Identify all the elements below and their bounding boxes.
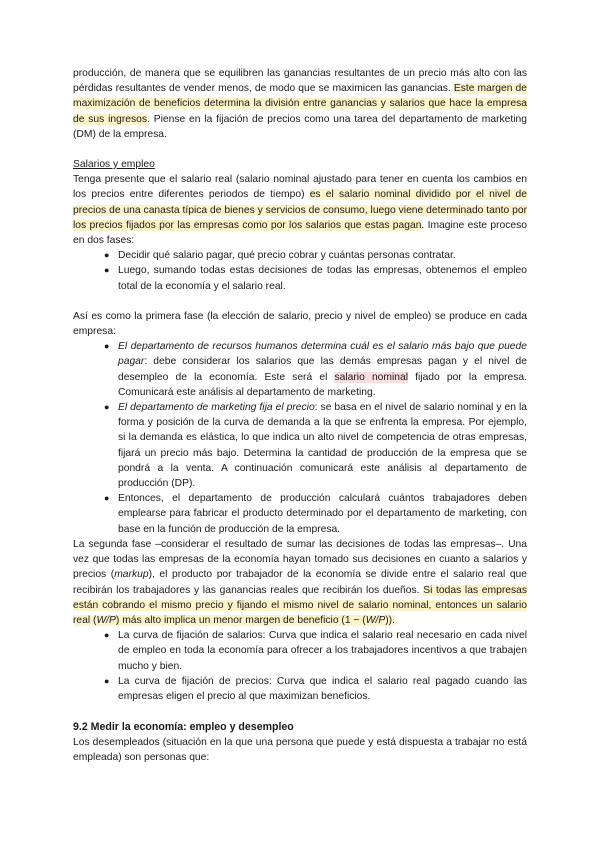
highlighted-text: salario nominal	[334, 371, 409, 383]
list-item: ● La curva de fijación de precios: Curva que indica el salario real pagado cuando las empresas eligen el precio al que maximizan beneficios.	[104, 675, 527, 702]
bullet-icon: ●	[104, 341, 110, 352]
list-item: ● La curva de fijación de salarios: Curva que indica el salario real necesario en cada nivel de empleo en toda la economía para ofrecer a los trabajadores incentivos a que trabajen mucho y bien.	[104, 630, 527, 672]
bullet-icon: ●	[104, 250, 110, 261]
paragraph-primera-fase: Así es como la primera fase (la elección de salario, precio y nivel de empleo) se produce en cada empresa:	[73, 310, 527, 338]
text: Tenga presente que el salario real (salario nominal ajustado para tener en cuenta los cambios en los precios entre diferentes periodos de tiempo)	[73, 174, 527, 201]
paragraph-desempleados: Los desempleados (situación en la que una persona que puede y está dispuesta a trabajar no está empleada) son personas que:	[73, 737, 527, 764]
bullet-icon: ●	[104, 630, 110, 641]
highlighted-text: es el salario nominal dividido por el nivel de precios de una canasta típica de bienes y servicios de consumo, luego viene determinado tanto por los precios fijados por las empresas como por los salarios que estas pagan	[73, 189, 527, 231]
document-page	[73, 66, 527, 766]
text: producción, de manera que se equilibren las ganancias resultantes de un precio más alto con las pérdidas resultantes de vender menos, de modo que se maximicen las ganancias.	[73, 68, 527, 95]
list-item: ● El departamento de recursos humanos determina cuál es el salario más bajo que puede pagar: debe considerar los salarios que las demás empresas pagan y el nivel de desempleo de la economía. Este será el salario nominal fijado por la empresa. Comunicará este análisis al departamento de marketing.	[104, 341, 527, 398]
highlighted-text: Si todas las empresas están cobrando el mismo precio y fijando el mismo nivel de salario nominal, entonces un salario real (W/P) más alto implica un menor margen de beneficio (1 − (W/P)).	[73, 584, 527, 626]
paragraph-segunda-fase: La segunda fase –considerar el resultado de sumar las decisiones de todas las empresas–. Una vez que todas las empresas de la economía hayan tomado sus decisiones en cuanto a salarios y precios (markup), el producto por trabajador de la economía se divide entre el salario real que recibirán los trabajadores y las ganancias reales que recibirán los dueños. Si todas las empresas están cobrando el mismo precio y fijando el mismo nivel de salario nominal, entonces un salario real (W/P) más alto implica un menor margen de beneficio (1 − (W/P)).	[73, 538, 528, 626]
paragraph-intro	[73, 66, 527, 142]
section-heading-medir-economia: 9.2 Medir la economía: empleo y desempleo	[73, 721, 294, 734]
highlighted-text: Este margen de maximización de beneficios determina la división entre ganancias y salarios que hace la empresa de sus ingresos	[73, 83, 527, 125]
bullet-icon: ●	[104, 265, 110, 276]
bullet-icon: ●	[104, 402, 110, 413]
bullet-list-curvas	[73, 628, 527, 704]
section-title: Salarios y empleo	[73, 159, 155, 171]
text: . Piense en la fijación de precios como una tarea del departamento de marketing (DM) de la empresa.	[73, 113, 527, 140]
bullet-list-departamentos	[73, 339, 527, 537]
bullet-icon: ●	[104, 675, 110, 686]
list-item: ● Decidir qué salario pagar, qué precio cobrar y cuántas personas contratar.	[118, 248, 527, 263]
list-item: ● Entonces, el departamento de producción calculará cuántos trabajadores deben emplearse para fabricar el producto determinado por el departamento de marketing, con base en la función de producción de la empresa.	[104, 493, 527, 535]
bullet-list-fases	[73, 248, 527, 294]
bullet-icon: ●	[104, 493, 110, 504]
text: . Imagine este proceso en dos fases:	[73, 219, 527, 247]
list-item: ● Luego, sumando todas estas decisiones de todas las empresas, obtenemos el empleo total de la economía y el salario real.	[104, 265, 527, 292]
list-item: ● El departamento de marketing fija el precio: se basa en el nivel de salario nominal y en la forma y posición de la curva de demanda a la que se enfrenta la empresa. Por ejemplo, si la demanda es elástica, lo que indica un alto nivel de competencia de otras empresas, fijará un precio más bajo. Determina la cantidad de producción de la empresa que se pondrá a la venta. A continuación comunicará este análisis al departamento de producción (DP).	[104, 402, 527, 490]
paragraph-salario-real	[73, 172, 527, 248]
section-heading-salarios	[73, 157, 527, 172]
